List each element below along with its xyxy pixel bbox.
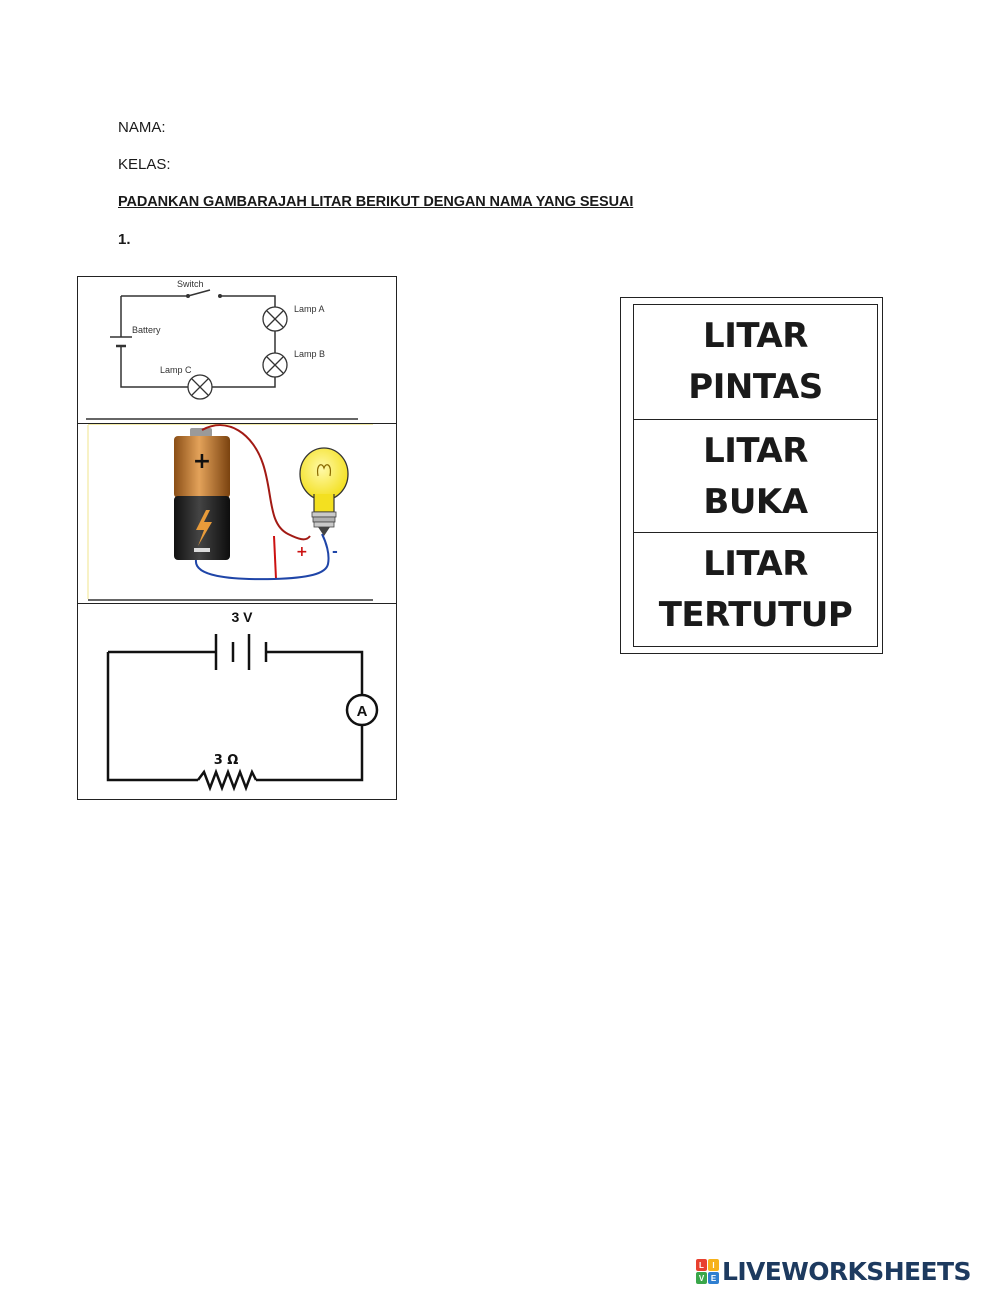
answer-option-line: LITAR (703, 430, 808, 471)
liveworksheets-logo-icon (696, 1259, 718, 1283)
liveworksheets-logo-text: LIVEWORKSHEETS (722, 1256, 971, 1286)
negative-terminal-sign: - (332, 544, 338, 560)
logo-mark-tile: E (708, 1272, 719, 1284)
voltage-label: 3 V (231, 609, 253, 625)
ammeter-label: A (356, 703, 368, 720)
battery-label: Battery (132, 325, 161, 335)
answer-option-line: LITAR (703, 316, 808, 356)
lamp-a-label: Lamp A (294, 304, 325, 314)
question-number: 1. (118, 231, 131, 248)
instruction-heading: PADANKAN GAMBARAJAH LITAR BERIKUT DENGAN NAMA YANG SESUAI (118, 194, 634, 210)
svg-text:+: + (192, 449, 212, 474)
class-label: KELAS: (118, 156, 171, 173)
answer-option-line: TERTUTUP (658, 594, 853, 635)
lamp-b-label: Lamp B (294, 349, 326, 359)
ammeter-resistor-circuit-diagram (78, 603, 396, 799)
answer-option-line: BUKA (703, 481, 808, 522)
resistance-label: 3 Ω (213, 753, 239, 768)
liveworksheets-logo[interactable] (696, 1255, 971, 1287)
battery-bulb-picture (78, 423, 396, 603)
logo-mark-tile: V (696, 1272, 707, 1284)
lamp-c-label: Lamp C (160, 365, 192, 375)
answer-options-box (620, 297, 883, 654)
logo-mark-tile: L (696, 1259, 707, 1271)
series-lamp-circuit-diagram (78, 277, 396, 423)
circuit-diagrams-column (77, 276, 397, 800)
positive-terminal-sign: + (296, 544, 308, 560)
answer-option-line: PINTAS (688, 367, 823, 407)
name-label: NAMA: (118, 119, 166, 136)
answer-option-line: LITAR (703, 543, 808, 584)
answer-option-litar-pintas[interactable] (634, 305, 877, 419)
answer-option-litar-buka[interactable] (634, 419, 877, 533)
answer-option-litar-tertutup[interactable] (634, 532, 877, 646)
logo-mark-tile: I (708, 1259, 719, 1271)
switch-label: Switch (177, 279, 204, 289)
